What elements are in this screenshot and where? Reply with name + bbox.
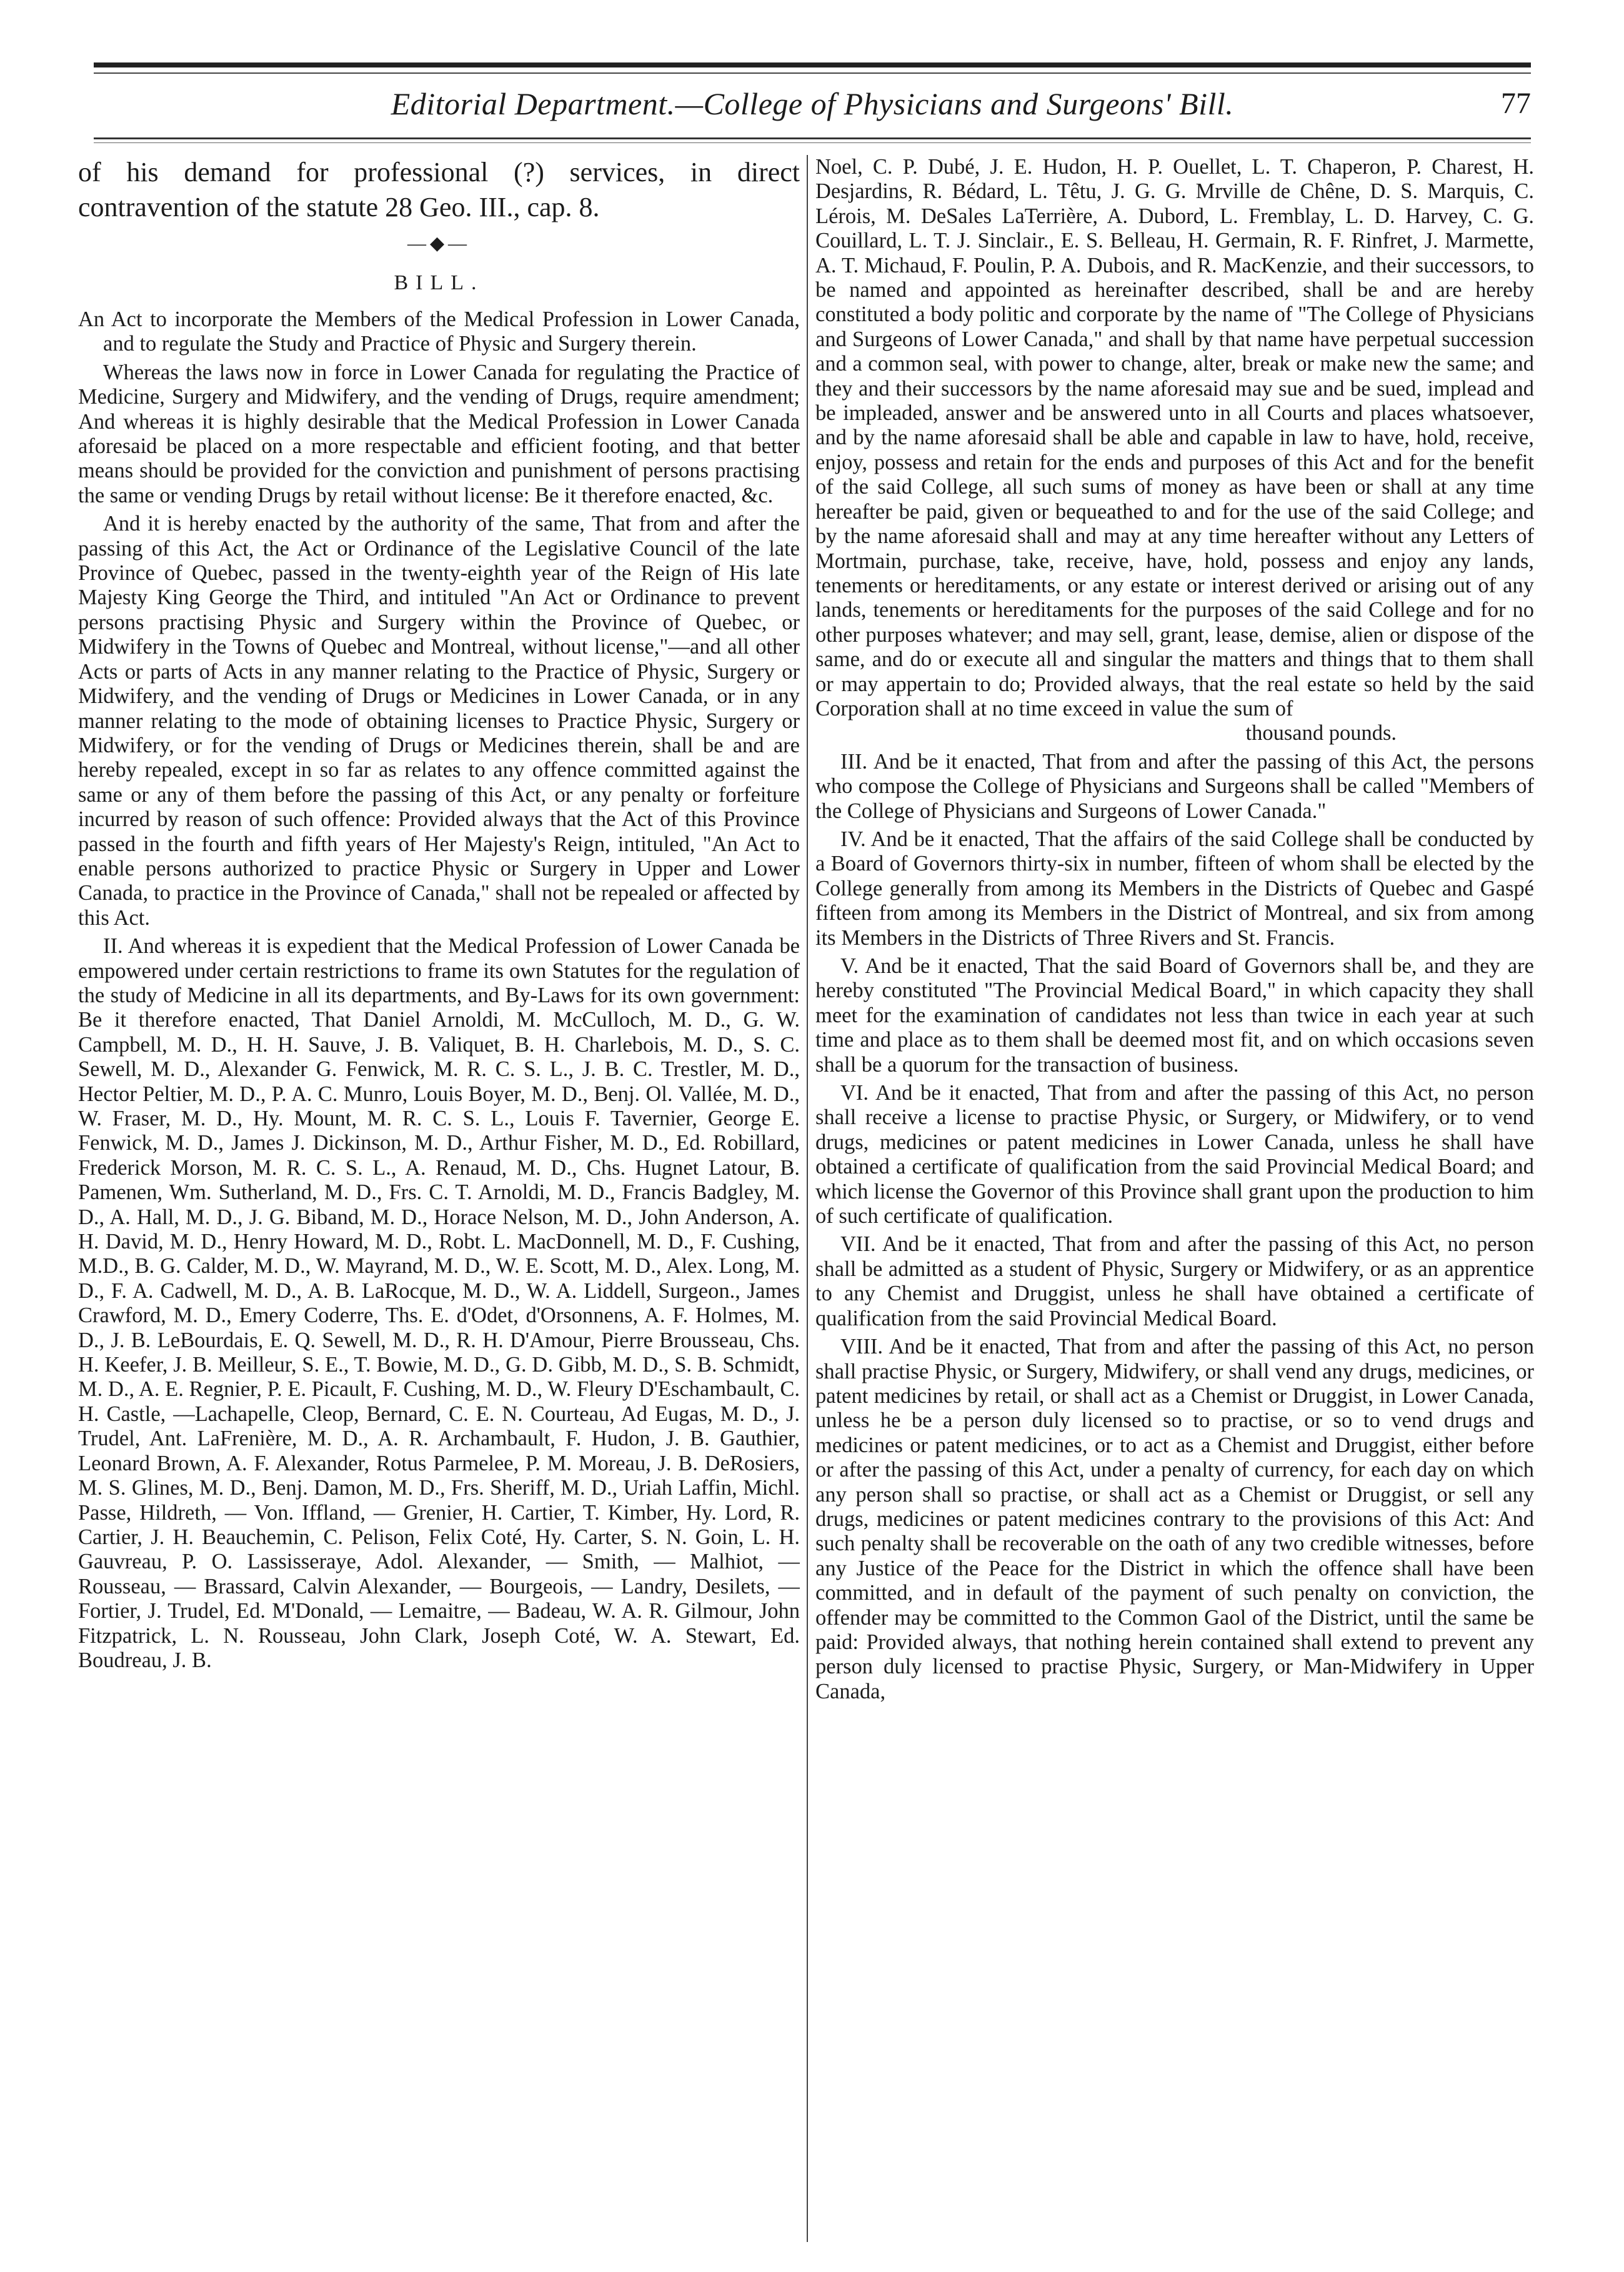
running-header [94,79,1531,129]
left-column [78,155,800,2242]
section-ornament: —◆— [407,233,471,254]
lead-paragraph: of his demand for professional (?) services, in direct contravention of the statute 28 Geo. III., cap. 8. [78,157,800,222]
section-1-paragraph: And it is hereby enacted by the authority of the same, That from and after the passing of this Act, the Act or Ordinance of the Legislative Council of the late Province of Quebec, passed in the twenty-eighth year of the Reign of His late Majesty King George the Third, and intituled "An Act or Ordinance to prevent persons practising Physic and Surgery within the Province of Quebec, or Midwifery in the Towns of Quebec and Montreal, without license,"—and all other Acts or parts of Acts in any manner relating to the Practice of Physic, Surgery or Midwifery, and the vending of Drugs or Medicines in Lower Canada, or in any manner relating to the mode of obtaining licenses to Practice Physic, Surgery or Midwifery, or for the vending of Drugs or Medicines therein, shall be and are hereby repealed, except in so far as relates to any offence committed against the same or any of them before the passing of this Act, or any penalty or forfeiture incurred by reason of such offence: Provided always that the Act of this Province passed in the fourth and fifth years of Her Majesty's Reign, intituled, "An Act to enable persons authorized to practice Physic or Surgery in Upper and Lower Canada, to practice in the Province of Canada," shall not be repealed or affected by this Act. [78,512,800,930]
section-4-paragraph: IV. And be it enacted, That the affairs of the said College shall be conducted by a Board of Governors thirty-six in number, fifteen of whom shall be elected by the College generally from among its Members in the Districts of Quebec and Gaspé fifteen from among its Members in the District of Montreal, and six from among its Members in the Districts of Three Rivers and St. Francis. [815,827,1534,950]
bill-heading: BILL. [394,271,484,294]
act-title: An Act to incorporate the Members of the Medical Profession in Lower Canada, and to regulate the Study and Practice of Physic and Surgery therein. [78,307,800,356]
page-number: 77 [1501,87,1531,120]
section-5-paragraph: V. And be it enacted, That the said Board of Governors shall be, and they are hereby constituted "The Provincial Medical Board," in which capacity they shall meet for the examination of candidates not less than twice in each year at such time and place as to them shall be deemed most fit, and on which occasions seven shall be a quorum for the transaction of business. [815,954,1534,1077]
section-6-paragraph: VI. And be it enacted, That from and after the passing of this Act, no person shall receive a license to practise Physic, or Surgery, or Midwifery, or to vend drugs, medicines or patent medicines in Lower Canada, unless he shall have obtained a certificate of qualification from the said Provincial Medical Board; and which license the Governor of this Province shall grant upon the production to him of such certificate of qualification. [815,1081,1534,1228]
section-8-paragraph: VIII. And be it enacted, That from and after the passing of this Act, no person shall practise Physic, or Surgery, Midwifery, or shall vend any drugs, medicines, or patent medicines by retail, or shall act as a Chemist or Druggist, in Lower Canada, unless he be a person duly licensed so to practise, or so to vend drugs and medicines or patent medicines, or to act as a Chemist and Druggist, either before or after the passing of this Act, under a penalty of currency, for each day on which any person shall so practise, or shall act as a Chemist or Druggist, or sell any drugs, medicines or patent medicines contrary to the provisions of this Act: And such penalty shall be recoverable on the oath of any two credible witnesses, before any Justice of the Peace for the District in which the offence shall have been committed, and in default of the payment of such penalty on conviction, the offender may be committed to the Common Gaol of the District, until the same be paid: Provided always, that nothing herein contained shall extend to prevent any person duly licensed to practise Physic, Surgery, or Man-Midwifery in Upper Canada, [815,1335,1534,1703]
section-3-paragraph: III. And be it enacted, That from and after the passing of this Act, the persons who compose the College of Physicians and Surgeons shall be called "Members of the College of Physicians and Surgeons of Lower Canada." [815,749,1534,823]
header-title: Editorial Department.—College of Physicians and Surgeons' Bill. [391,86,1234,121]
section-7-paragraph: VII. And be it enacted, That from and after the passing of this Act, no person shall be admitted as a student of Physic, Surgery or Midwifery, or as an apprentice to any Chemist and Druggist, unless he shall have obtained a certificate of qualification from the said Provincial Medical Board. [815,1232,1534,1330]
top-rule [94,62,1531,67]
thousand-pounds-line: thousand pounds. [1245,721,1397,745]
right-column [815,155,1534,2242]
section-2-paragraph: II. And whereas it is expedient that the Medical Profession of Lower Canada be empowered under certain restrictions to frame its own Statutes for the regulation of the study of Medicine in all its departments, and By-Laws for its own government: Be it therefore enacted, That Daniel Arnoldi, M. McCulloch, M. D., G. W. Campbell, M. D., H. H. Sauve, J. B. Valiquet, B. H. Charlebois, M. D., S. C. Sewell, M. D., Alexander G. Fenwick, M. R. C. S. L., J. B. C. Trestler, M. D., Hector Peltier, M. D., P. A. C. Munro, Louis Boyer, M. D., Benj. Ol. Vallée, M. D., W. Fraser, M. D., Hy. Mount, M. R. C. S. L., Louis F. Tavernier, George E. Fenwick, M. D., James J. Dickinson, M. D., Arthur Fisher, M. D., Ed. Robillard, Frederick Morson, M. R. C. S. L., A. Renaud, M. D., Chs. Hugnet Latour, B. Pamenen, Wm. Sutherland, M. D., Frs. C. T. Arnoldi, M. D., Francis Badgley, M. D., A. Hall, M. D., J. G. Biband, M. D., Horace Nelson, M. D., John Anderson, A. H. David, M. D., Henry Howard, M. D., Robt. L. MacDonnell, M. D., F. Cushing, M.D., B. G. Calder, M. D., W. Mayrand, M. D., W. E. Scott, M. D., Alex. Long, M. D., F. A. Cadwell, M. D., A. B. LaRocque, M. D., W. A. Liddell, Surgeon., James Crawford, M. D., Emery Coderre, Ths. E. d'Odet, d'Orsonnens, A. F. Holmes, M. D., J. B. LeBourdais, E. Q. Sewell, M. D., R. H. D'Amour, Pierre Brousseau, Chs. H. Keefer, J. B. Meilleur, S. E., T. Bowie, M. D., G. D. Gibb, M. D., S. B. Schmidt, M. D., A. E. Regnier, P. E. Picault, F. Cushing, M. D., W. Fleury D'Eschambault, C. H. Castle, —Lachapelle, Cleop, Bernard, C. E. N. Courteau, Ad Eugas, M. D., J. Trudel, Ant. LaFrenière, M. D., A. R. Archambault, F. Hudon, J. B. Gauthier, Leonard Brown, A. F. Alexander, Rotus Parmelee, P. M. Moreau, J. B. DeRosiers, M. S. Glines, M. D., Benj. Damon, M. D., Frs. Sheriff, M. D., Uriah Laffin, Michl. Passe, Hildreth, — Von. Iffland, — Grenier, H. Cartier, T. Kimber, Hy. Lord, R. Cartier, J. H. Beauchemin, C. Pelison, Felix Coté, Hy. Carter, S. N. Goin, L. H. Gauvreau, P. O. Lassisseraye, Adol. Alexander, — Smith, — Malhiot, — Rousseau, — Brassard, Calvin Alexander, — Bourgeois, — Landry, Desilets, — Fortier, J. Trudel, Ed. M'Donald, — Lemaitre, — Badeau, W. A. R. Gilmour, John Fitzpatrick, L. N. Rousseau, John Clark, Joseph Coté, W. A. Stewart, Ed. Boudreau, J. B. [78,934,800,1672]
header-rule [94,137,1531,139]
column-divider [807,155,808,2242]
header-rule-thin [94,142,1531,143]
section-2-continuation: Noel, C. P. Dubé, J. E. Hudon, H. P. Ouellet, L. T. Chaperon, P. Charest, H. Desjardins, R. Bédard, L. Têtu, J. G. G. Mrville de Chêne, D. S. Marquis, C. Lérois, M. DeSales LaTerrière, A. Dubord, L. Fremblay, L. D. Harvey, C. G. Couillard, L. T. J. Sinclair., E. S. Belleau, H. Germain, R. F. Rinfret, J. Marmette, A. T. Michaud, F. Poulin, P. A. Dubois, and R. MacKenzie, and their successors, to be named and appointed as hereinafter described, shall be and are hereby constituted a body politic and corporate by the name of "The College of Physicians and Surgeons of Lower Canada," and shall by that name have perpetual succession and a common seal, with power to change, alter, break or make new the same; and they and their successors by the name aforesaid may sue and be sued, implead and be impleaded, answer and be answered unto in all Courts and places whatsoever, and by the name aforesaid shall be able and capable in law to have, hold, receive, enjoy, possess and retain for the ends and purposes of this Act and for the benefit of the said College, all such sums of money as have been or shall at any time hereafter be paid, given or bequeathed to and for the use of the said College; and by the name aforesaid shall and may at any time hereafter without any Letters of Mortmain, purchase, take, receive, have, hold, possess and enjoy any lands, tenements or hereditaments, or any estate or interest derived or arising out of any lands, tenements or hereditaments for the purposes of the said College and for no other purposes whatever; and may sell, grant, lease, demise, alien or dispose of the same, and do or execute all and singular the matters and things that to them shall or may appertain to do; Provided always, that the real estate so held by the said Corporation shall at no time exceed in value the sum of [815,155,1534,720]
top-rule-thin [94,72,1531,74]
preamble-paragraph: Whereas the laws now in force in Lower Canada for regulating the Practice of Medicine, Surgery and Midwifery, and the vending of Drugs, require amendment; And whereas it is highly desirable that the Medical Profession in Lower Canada aforesaid be placed on a more respectable and efficient footing, and that better means should be provided for the conviction and punishment of persons practising the same or vending Drugs by retail without license: Be it therefore enacted, &c. [78,360,800,507]
